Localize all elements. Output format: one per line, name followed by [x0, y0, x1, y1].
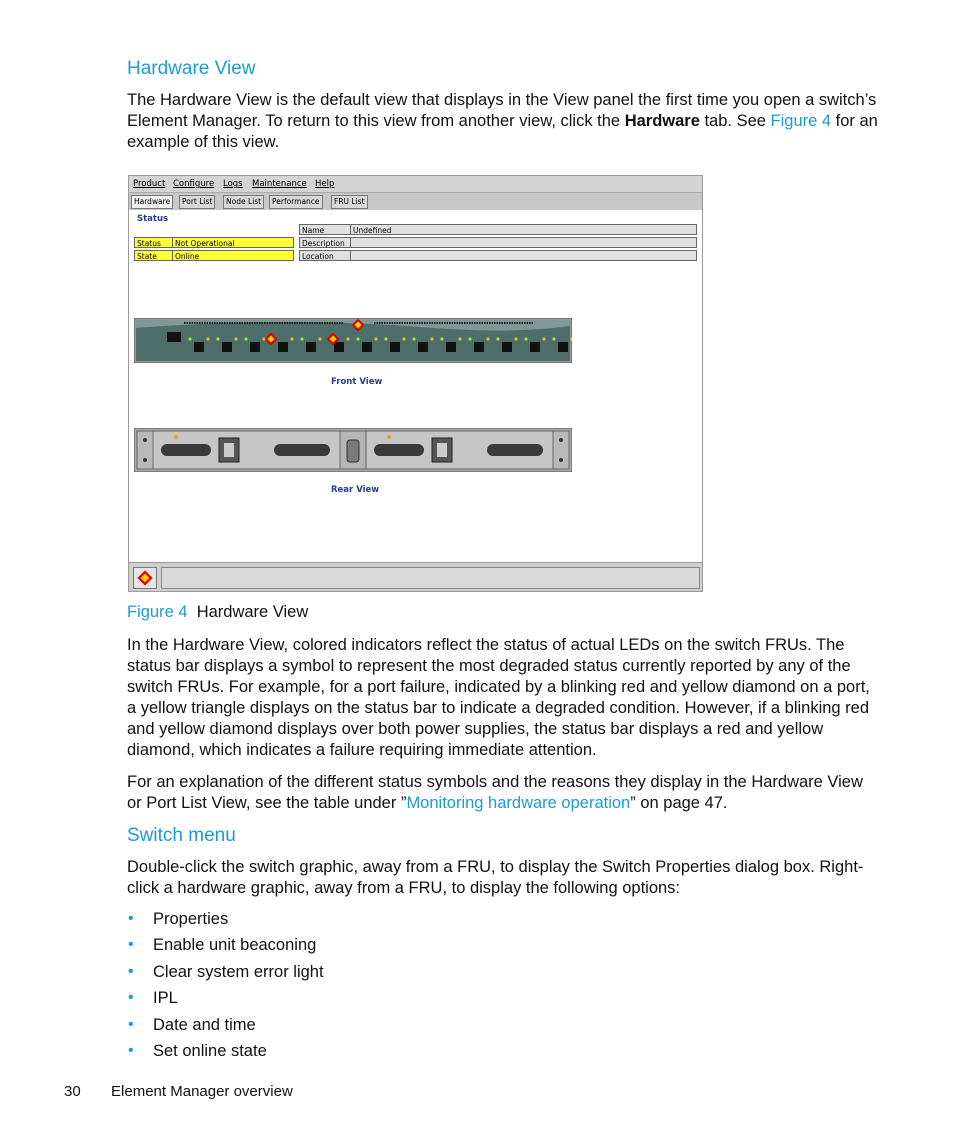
status-field-value: Not Operational [172, 237, 294, 248]
port-led-dot [314, 322, 316, 324]
port-led-dot [464, 322, 466, 324]
tab-fru-list[interactable]: FRU List [331, 195, 368, 209]
port-led-dot [237, 322, 239, 324]
port-led-dot [457, 322, 459, 324]
port-led-dot [277, 322, 279, 324]
port-led-dot [319, 322, 321, 324]
port-led-dot [217, 322, 219, 324]
intro-bold-hardware: Hardware [624, 112, 700, 130]
port-activity-led [290, 337, 293, 340]
port-led-dot [202, 322, 204, 324]
port-led-dot [194, 322, 196, 324]
port-led-dot [532, 322, 534, 324]
indicators-paragraph: In the Hardware View, colored indicators reflect the status of actual LEDs on the switch FRUs. The status bar displays a symbol to represent the most degraded status currently reported by any of the switch FRUs. For example, for a port failure, indicated by a blinking red and yellow diamond on a port, a yellow triangle displays on the status bar to indicate a degraded condition. However, if a blinking red and yellow diamond displays over both power supplies, the status bar displays a red and yellow diamond, which indicates a failure requiring immediate attention. [127, 636, 870, 759]
menu-maintenance[interactable]: Maintenance [252, 179, 307, 189]
tab-hardware[interactable]: Hardware [131, 195, 173, 209]
bullet-item-clear-error-light: Clear system error light [153, 963, 324, 981]
front-view-caption: Front View [331, 377, 383, 387]
port-status-led [384, 337, 387, 340]
port-led-dot [407, 322, 409, 324]
port-connector [222, 342, 232, 352]
port-led-dot [384, 322, 386, 324]
port-led-dot [499, 322, 501, 324]
port-connector [362, 342, 372, 352]
port-status-led [440, 337, 443, 340]
port-led-dot [524, 322, 526, 324]
port-led-dot [419, 322, 421, 324]
port-led-dot [449, 322, 451, 324]
bullet-item-date-time: Date and time [153, 1016, 256, 1034]
port-led-dot [517, 322, 519, 324]
port-led-dot [264, 322, 266, 324]
bullet-icon: • [128, 936, 134, 953]
port-led-dot [474, 322, 476, 324]
port-led-dot [459, 322, 461, 324]
port-led-dot [394, 322, 396, 324]
port-led-dot [437, 322, 439, 324]
port-led-dot [282, 322, 284, 324]
port-led-dot [389, 322, 391, 324]
port-led-dot [452, 322, 454, 324]
description-field-value [350, 237, 697, 248]
port-led-dot [259, 322, 261, 324]
port-activity-led [542, 337, 545, 340]
status-symbols-paragraph [127, 772, 882, 814]
port-led-dot [332, 322, 334, 324]
port-led-dot [339, 322, 341, 324]
port-led-dot [287, 322, 289, 324]
menu-bar [129, 176, 702, 193]
port-led-dot [327, 322, 329, 324]
port-led-dot [424, 322, 426, 324]
section-title-hardware-view: Hardware View [127, 58, 256, 79]
bullet-icon: • [128, 989, 134, 1006]
state-field-label: State [134, 250, 173, 261]
port-led-dot [262, 322, 264, 324]
port-connector [502, 342, 512, 352]
port-connector [418, 342, 428, 352]
port-led-dot [214, 322, 216, 324]
port-led-dot [512, 322, 514, 324]
port-led-dot [324, 322, 326, 324]
port-led-dot [279, 322, 281, 324]
port-led-dot [292, 322, 294, 324]
bullet-icon: • [128, 910, 134, 927]
port-connector [278, 342, 288, 352]
port-led-dot [257, 322, 259, 324]
port-led-dot [322, 322, 324, 324]
port-activity-led [318, 337, 321, 340]
port-led-dot [497, 322, 499, 324]
menu-logs[interactable]: Logs [223, 179, 243, 189]
port-led-dot [269, 322, 271, 324]
bullet-item-ipl: IPL [153, 989, 178, 1007]
port-led-dot [402, 322, 404, 324]
port-led-dot [304, 322, 306, 324]
port-led-dot [187, 322, 189, 324]
port-led-dot [247, 322, 249, 324]
port-connector [334, 342, 344, 352]
switch-menu-paragraph: Double-click the switch graphic, away from a FRU, to display the Switch Properties dialog box. Right-click a hardware graphic, away from a FRU, to display the following options: [127, 858, 864, 897]
port-led-dot [212, 322, 214, 324]
port-led-dot [192, 322, 194, 324]
port-led-dot [242, 322, 244, 324]
menu-configure[interactable]: Configure [173, 179, 215, 189]
port-led-dot [422, 322, 424, 324]
switch-front-graphic[interactable] [134, 318, 572, 363]
port-led-dot [184, 322, 186, 324]
port-led-dot [462, 322, 464, 324]
port-led-dot [397, 322, 399, 324]
status-label: Status [137, 214, 169, 224]
port-status-led [468, 337, 471, 340]
port-led-dot [204, 322, 206, 324]
port-led-dot [412, 322, 414, 324]
port-led-dot [374, 322, 376, 324]
port-status-led [188, 337, 191, 340]
status-alert-diamond-icon [134, 568, 156, 588]
location-field-value [350, 250, 697, 261]
menu-product[interactable]: Product [133, 179, 166, 189]
port-connector [194, 342, 204, 352]
port-led-dot [507, 322, 509, 324]
port-led-dot [209, 322, 211, 324]
port-led-dot [489, 322, 491, 324]
port-activity-led [514, 337, 517, 340]
port-led-dot [527, 322, 529, 324]
port-led-dot [284, 322, 286, 324]
port-led-dot [522, 322, 524, 324]
port-led-dot [297, 322, 299, 324]
port-status-led [496, 337, 499, 340]
port-led-dot [492, 322, 494, 324]
port-connector [390, 342, 400, 352]
port-status-led [552, 337, 555, 340]
port-led-dot [342, 322, 344, 324]
state-field-value: Online [172, 250, 294, 261]
port-led-dot [409, 322, 411, 324]
port-led-dot [382, 322, 384, 324]
port-status-led [300, 337, 303, 340]
status-symbol-box[interactable] [133, 567, 157, 589]
port-led-dot [504, 322, 506, 324]
port-led-dot [232, 322, 234, 324]
rear-view-caption: Rear View [331, 485, 380, 495]
port-led-dot [432, 322, 434, 324]
port-connector [306, 342, 316, 352]
bullet-item-enable-beaconing: Enable unit beaconing [153, 936, 317, 954]
figure-label: Figure 4 [127, 603, 188, 621]
name-field-value: Undefined [350, 224, 697, 235]
port-led-dot [404, 322, 406, 324]
port-led-dot [482, 322, 484, 324]
port-led-dot [294, 322, 296, 324]
tab-node-list[interactable]: Node List [223, 195, 264, 209]
port-led-dot [234, 322, 236, 324]
port-led-dot [417, 322, 419, 324]
port-status-led [524, 337, 527, 340]
port-status-led [412, 337, 415, 340]
port-led-dot [442, 322, 444, 324]
section-title-switch-menu: Switch menu [127, 825, 236, 846]
port-led-dot [312, 322, 314, 324]
intro-text-a: The Hardware View is the default view that displays in the View panel the first time you open a switch’s Element Manager. To return to this view from another view, click the [127, 91, 877, 130]
port-led-dot [502, 322, 504, 324]
port-activity-led [346, 337, 349, 340]
tab-performance[interactable]: Performance [269, 195, 323, 209]
description-field-label: Description [299, 237, 351, 248]
menu-help[interactable]: Help [315, 179, 335, 189]
port-led-dot [244, 322, 246, 324]
port-activity-led [206, 337, 209, 340]
port-led-dot [302, 322, 304, 324]
bullet-icon: • [128, 1016, 134, 1033]
page-footer [64, 1083, 293, 1100]
port-led-dot [529, 322, 531, 324]
port-activity-led [234, 337, 237, 340]
bullet-icon: • [128, 963, 134, 980]
port-led-dot [387, 322, 389, 324]
port-led-dot [254, 322, 256, 324]
port-led-dot [307, 322, 309, 324]
port-connector [558, 342, 568, 352]
port-led-dot [289, 322, 291, 324]
bullet-icon: • [128, 1042, 134, 1059]
port-led-dot [392, 322, 394, 324]
port-led-dot [479, 322, 481, 324]
name-field-label: Name [299, 224, 351, 235]
port-led-dot [207, 322, 209, 324]
port-led-dot [197, 322, 199, 324]
port-led-dot [222, 322, 224, 324]
port-led-dot [484, 322, 486, 324]
port-connector [530, 342, 540, 352]
port-connector [250, 342, 260, 352]
figure-4-link[interactable]: Figure 4 [770, 112, 832, 130]
port-led-dot [414, 322, 416, 324]
port-led-dot [309, 322, 311, 324]
port-status-led [216, 337, 219, 340]
port-status-led [356, 337, 359, 340]
port-activity-led [486, 337, 489, 340]
hardware-view-screenshot [128, 175, 703, 592]
port-led-dot [227, 322, 229, 324]
intro-text-c: for an example of this view. [127, 112, 878, 151]
port-activity-led [430, 337, 433, 340]
port-activity-led [458, 337, 461, 340]
location-field-label: Location [299, 250, 351, 261]
port-led-dot [379, 322, 381, 324]
port-led-dot [189, 322, 191, 324]
bullet-item-set-online-state: Set online state [153, 1042, 267, 1060]
port-led-dot [494, 322, 496, 324]
port-led-dot [274, 322, 276, 324]
switch-rear-graphic[interactable] [134, 428, 572, 472]
status-bar [129, 562, 702, 591]
port-led-dot [434, 322, 436, 324]
port-led-dot [427, 322, 429, 324]
status-text-a: For an explanation of the different status symbols and the reasons they display in the Hardware View or Port List View, see the table under ” [127, 773, 863, 812]
port-connector [446, 342, 456, 352]
figure-caption [127, 603, 308, 622]
port-status-led [244, 337, 247, 340]
port-led-dot [299, 322, 301, 324]
page-number: 30 [64, 1083, 81, 1100]
port-led-dot [444, 322, 446, 324]
port-connector [474, 342, 484, 352]
port-led-dot [272, 322, 274, 324]
port-led-dot [199, 322, 201, 324]
bullet-item-properties: Properties [153, 910, 229, 928]
port-activity-led [374, 337, 377, 340]
port-led-dot [252, 322, 254, 324]
port-led-dot [317, 322, 319, 324]
tab-bar [129, 193, 702, 210]
port-led-dot [229, 322, 231, 324]
tab-port-list[interactable]: Port List [179, 195, 215, 209]
monitoring-hardware-link[interactable]: Monitoring hardware operation [406, 794, 631, 812]
port-led-dot [239, 322, 241, 324]
port-led-dot [224, 322, 226, 324]
port-led-dot [377, 322, 379, 324]
port-led-dot [337, 322, 339, 324]
status-message-field [161, 567, 700, 589]
footer-title: Element Manager overview [111, 1083, 293, 1100]
status-text-b: ” on page 47. [630, 794, 728, 812]
port-led-dot [267, 322, 269, 324]
intro-text-b: tab. See [699, 112, 771, 130]
port-led-dot [454, 322, 456, 324]
port-led-dot [487, 322, 489, 324]
port-led-dot [472, 322, 474, 324]
port-led-dot [467, 322, 469, 324]
port-led-dot [477, 322, 479, 324]
port-led-dot [399, 322, 401, 324]
port-led-dot [219, 322, 221, 324]
port-led-dot [469, 322, 471, 324]
port-led-dot [439, 322, 441, 324]
port-led-dot [329, 322, 331, 324]
port-led-dot [514, 322, 516, 324]
port-led-dot [429, 322, 431, 324]
port-led-dot [447, 322, 449, 324]
status-field-label: Status [134, 237, 173, 248]
figure-title: Hardware View [196, 603, 309, 621]
port-led-dot [519, 322, 521, 324]
intro-paragraph [127, 90, 887, 153]
port-led-dot [509, 322, 511, 324]
port-led-dot [249, 322, 251, 324]
port-activity-led [402, 337, 405, 340]
port-led-dot [334, 322, 336, 324]
